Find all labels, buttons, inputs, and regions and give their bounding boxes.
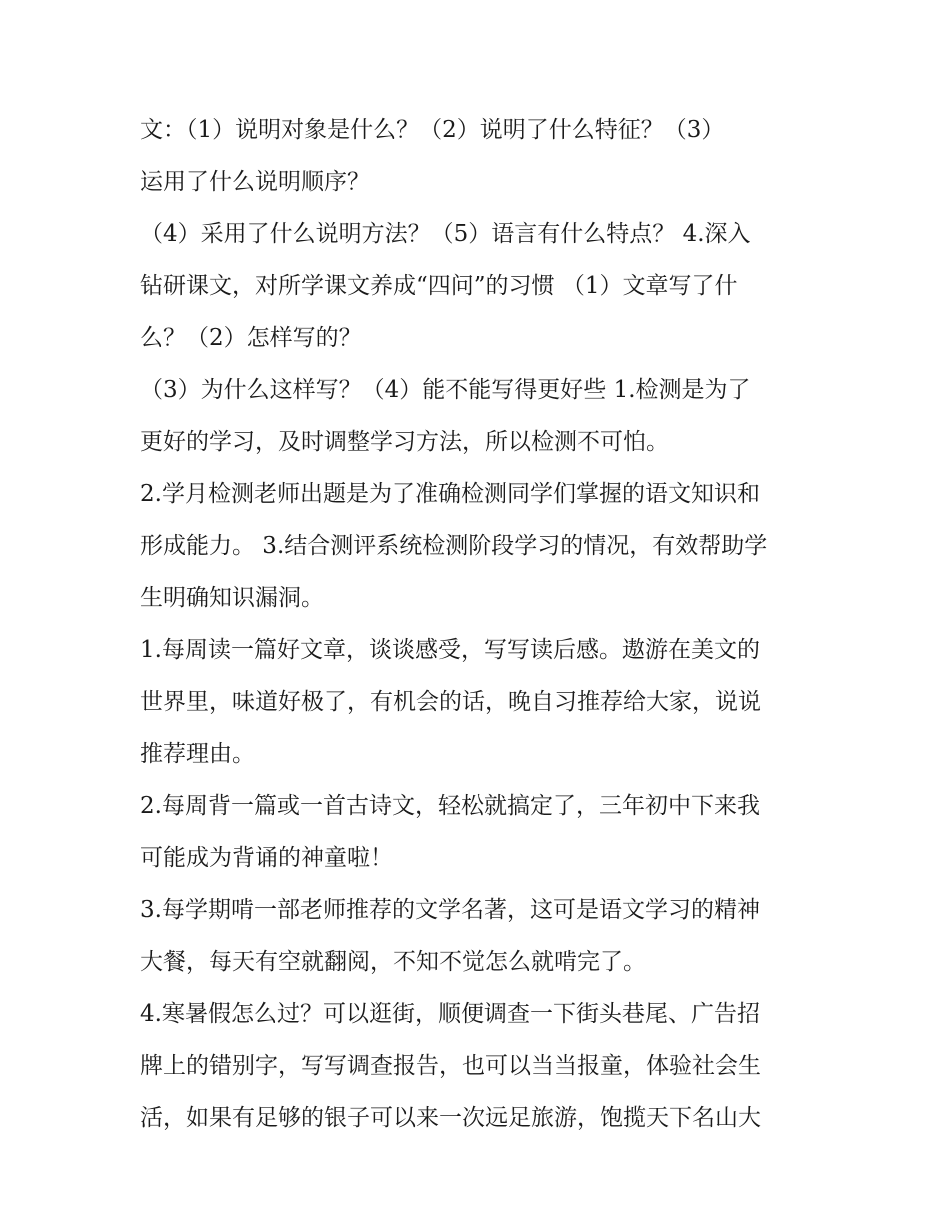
text-line: 么？（2）怎样写的？ <box>140 325 362 351</box>
text-line: 钻研课文，对所学课文养成“四问”的习惯 （1）文章写了什 <box>140 273 738 299</box>
text-line: 大餐，每天有空就翻阅，不知不觉怎么就啃完了。 <box>140 949 646 975</box>
text-line: 牌上的错别字，写写调查报告，也可以当当报童，体验社会生 <box>140 1053 761 1079</box>
text-line: 更好的学习，及时调整学习方法，所以检测不可怕。 <box>140 429 669 455</box>
document-body <box>140 104 820 1144</box>
text-line: 可能成为背诵的神童啦！ <box>140 845 393 871</box>
text-line: 3.每学期啃一部老师推荐的文学名著，这可是语文学习的精神 <box>140 897 760 923</box>
text-line: 世界里，味道好极了，有机会的话，晚自习推荐给大家，说说 <box>140 689 761 715</box>
text-line: 2.每周背一篇或一首古诗文，轻松就搞定了，三年初中下来我 <box>140 793 760 819</box>
text-line: 形成能力。 3.结合测评系统检测阶段学习的情况，有效帮助学 <box>140 533 768 559</box>
text-line: 生明确知识漏洞。 <box>140 585 324 611</box>
text-line: 文：（1）说明对象是什么？（2）说明了什么特征？（3） <box>140 117 725 143</box>
text-line: 活，如果有足够的银子可以来一次远足旅游，饱揽天下名山大 <box>140 1105 761 1131</box>
text-line: 2.学月检测老师出题是为了准确检测同学们掌握的语文知识和 <box>140 481 760 507</box>
text-line: 推荐理由。 <box>140 741 255 767</box>
text-line: 运用了什么说明顺序？ <box>140 169 370 195</box>
text-line: 1.每周读一篇好文章，谈谈感受，写写读后感。遨游在美文的 <box>140 637 760 663</box>
text-line: （3）为什么这样写？（4）能不能写得更好些 1.检测是为了 <box>140 377 751 403</box>
text-line: （4）采用了什么说明方法？（5）语言有什么特点？ 4.深入 <box>140 221 751 247</box>
text-line: 4.寒暑假怎么过？可以逛街，顺便调查一下街头巷尾、广告招 <box>140 1001 760 1027</box>
